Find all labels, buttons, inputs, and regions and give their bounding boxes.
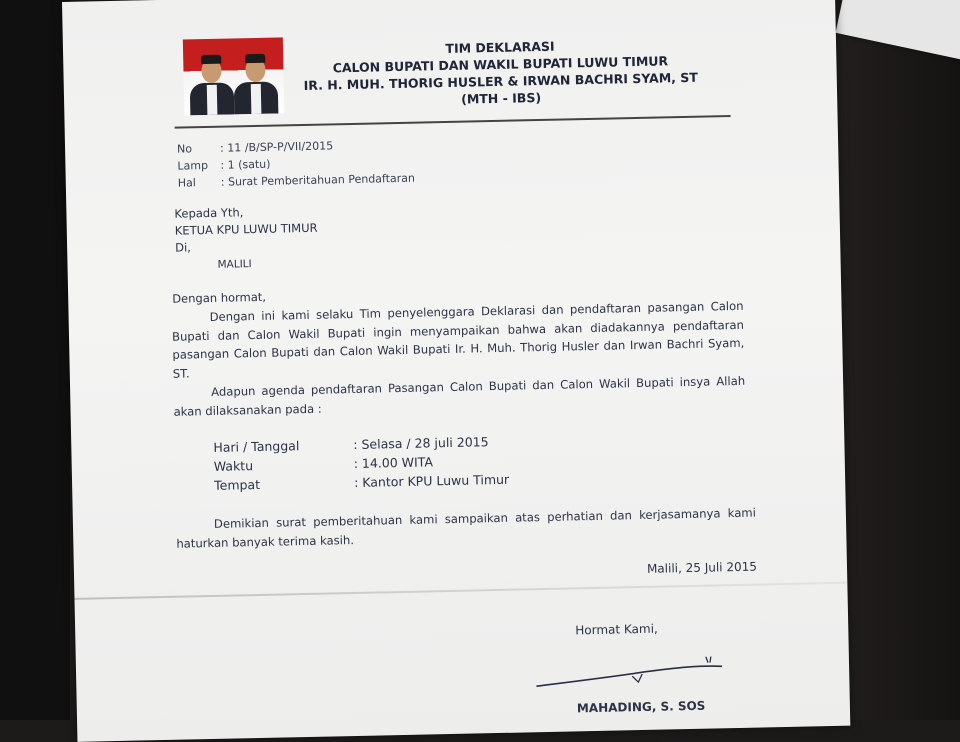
letterhead xyxy=(285,34,716,111)
meta-no-label: No xyxy=(176,142,193,156)
letterhead-line-2: CALON BUPATI DAN WAKIL BUPATI LUWU TIMUR xyxy=(332,53,669,76)
addressee-line-1: Kepada Yth, xyxy=(174,205,244,221)
signatory-name: MAHADING, S. SOS xyxy=(576,698,706,716)
letterhead-line-3: IR. H. MUH. THORIG HUSLER & IRWAN BACHRI SYAM, ST xyxy=(303,69,698,93)
meta-hal-value: : Surat Pemberitahuan Pendaftaran xyxy=(220,171,416,189)
candidate-figure-left xyxy=(189,52,234,115)
paper-fold xyxy=(74,582,847,600)
addressee-line-2: KETUA KPU LUWU TIMUR xyxy=(174,220,318,238)
meta-hal-label: Hal xyxy=(177,176,197,190)
closing-paragraph: Demikian surat pemberitahuan kami sampaikan atas perhatian dan kerjasamanya kami haturkan banyak terima kasih. xyxy=(176,505,756,551)
letter-sheet xyxy=(62,0,850,742)
salutation: Dengan hormat, xyxy=(172,289,267,306)
meta-lamp-value: : 1 (satu) xyxy=(220,157,271,172)
addressee-line-4: MALILI xyxy=(217,258,252,271)
meta-no-value: : 11 /B/SP-P/VII/2015 xyxy=(219,139,334,155)
detail-value: : Selasa / 28 juli 2015 xyxy=(353,434,489,452)
meta-lamp-label: Lamp xyxy=(177,158,209,173)
detail-row-place xyxy=(214,472,509,493)
background-left xyxy=(0,0,70,720)
detail-row-time xyxy=(214,454,433,474)
candidates-photo xyxy=(183,37,285,115)
detail-value: : Kantor KPU Luwu Timur xyxy=(353,471,510,490)
letterhead-line-4: (MTH - IBS) xyxy=(460,89,542,107)
detail-row-date xyxy=(213,434,489,455)
addressee-line-3: Di, xyxy=(175,240,192,255)
letterhead-divider xyxy=(175,115,731,129)
signature xyxy=(534,652,725,696)
detail-label: Tempat xyxy=(214,476,261,493)
candidate-figure-right xyxy=(233,52,278,115)
detail-label: Hari / Tanggal xyxy=(213,438,300,455)
detail-label: Waktu xyxy=(213,458,254,474)
letterhead-line-1: TIM DEKLARASI xyxy=(445,38,555,56)
paragraph-1: Dengan ini kami selaku Tim penyelenggara Deklarasi dan pendaftaran pasangan Calon Bupati dan Calon Wakil Bupati ingin menyampaikan bahwa akan diadakannya pendaftaran pasangan Calon Bupati dan Calon Wakil Bupati Ir. H. Muh. Thorig Husler dan Irwan Bachri Syam, ST. xyxy=(171,298,745,381)
paragraph-2: Adapun agenda pendaftaran Pasangan Calon Bupati dan Calon Wakil Bupati insya Allah akan dilaksanakan pada : xyxy=(173,373,746,419)
regards: Hormat Kami, xyxy=(575,621,658,638)
detail-value: : 14.00 WITA xyxy=(353,454,434,471)
place-and-date: Malili, 25 Juli 2015 xyxy=(646,559,758,576)
